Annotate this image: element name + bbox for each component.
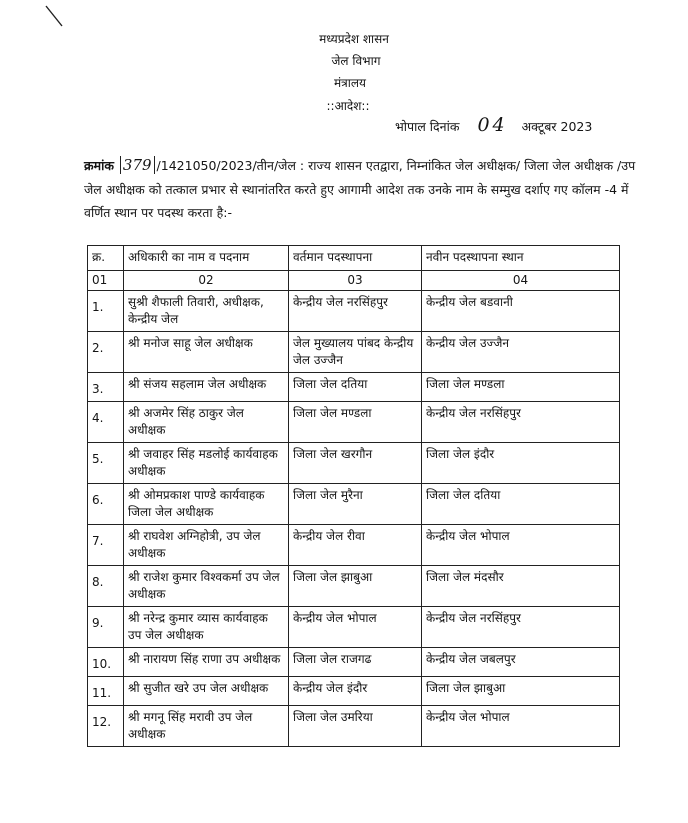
serial-cell: 2.	[88, 332, 124, 373]
new-posting-cell: जिला जेल मण्डला	[422, 373, 620, 402]
officer-cell: श्री सुजीत खरे उप जेल अधीक्षक	[124, 677, 289, 706]
current-posting-cell: जिला जेल खरगौन	[289, 443, 422, 484]
table-row	[88, 566, 620, 607]
table-header-row	[88, 246, 620, 271]
order-title: ::आदेश::	[326, 99, 370, 113]
new-posting-cell: केन्द्रीय जेल बडवानी	[422, 291, 620, 332]
column-number-row	[88, 271, 620, 291]
current-posting-cell: जिला जेल झाबुआ	[289, 566, 422, 607]
officer-cell: सुश्री शैफाली तिवारी, अधीक्षक, केन्द्रीय जेल	[124, 291, 289, 332]
serial-cell: 6.	[88, 484, 124, 525]
column-number: 04	[422, 271, 620, 291]
handwritten-order-number: 379	[120, 156, 155, 174]
new-posting-cell: केन्द्रीय जेल भोपाल	[422, 706, 620, 747]
table-row	[88, 677, 620, 706]
new-posting-cell: जिला जेल दतिया	[422, 484, 620, 525]
serial-cell: 11.	[88, 677, 124, 706]
column-number: 03	[289, 271, 422, 291]
header-officer: अधिकारी का नाम व पदनाम	[124, 246, 289, 271]
dateline	[395, 114, 592, 136]
officer-cell: श्री संजय सहलाम जेल अधीक्षक	[124, 373, 289, 402]
officer-cell: श्री अजमेर सिंह ठाकुर जेल अधीक्षक	[124, 402, 289, 443]
current-posting-cell: जिला जेल मुरैना	[289, 484, 422, 525]
header-serial: क्र.	[88, 246, 124, 271]
serial-cell: 9.	[88, 607, 124, 648]
order-text: राज्य शासन एतद्वारा, निम्नांकित जेल अधीक्षक/ जिला जेल अधीक्षक /उप जेल अधीक्षक को तत्काल प्रभार से स्थानांतरित करते हुए आगामी आदेश तक उनके नाम के सम्मुख दर्शाए गए कॉलम -4 में वर्णित स्थान पर पदस्थ करता है:-	[84, 158, 636, 220]
table-row	[88, 525, 620, 566]
officer-cell: श्री जवाहर सिंह मडलोई कार्यवाहक अधीक्षक	[124, 443, 289, 484]
serial-cell: 8.	[88, 566, 124, 607]
department-heading: जेल विभाग	[331, 54, 381, 68]
officer-cell: श्री नारायण सिंह राणा उप अधीक्षक	[124, 648, 289, 677]
column-number: 02	[124, 271, 289, 291]
serial-cell: 3.	[88, 373, 124, 402]
current-posting-cell: जेल मुख्यालय पांबद केन्द्रीय जेल उज्जैन	[289, 332, 422, 373]
current-posting-cell: जिला जेल उमरिया	[289, 706, 422, 747]
new-posting-cell: केन्द्रीय जेल नरसिंहपुर	[422, 607, 620, 648]
new-posting-cell: केन्द्रीय जेल उज्जैन	[422, 332, 620, 373]
table-row	[88, 607, 620, 648]
table-row	[88, 648, 620, 677]
dateline-month-year: अक्टूबर 2023	[521, 119, 593, 134]
serial-cell: 12.	[88, 706, 124, 747]
new-posting-cell: केन्द्रीय जेल भोपाल	[422, 525, 620, 566]
order-paragraph	[84, 154, 644, 225]
officer-cell: श्री मगनू सिंह मरावी उप जेल अधीक्षक	[124, 706, 289, 747]
dateline-prefix: भोपाल दिनांक	[395, 119, 460, 134]
current-posting-cell: केन्द्रीय जेल भोपाल	[289, 607, 422, 648]
current-posting-cell: जिला जेल दतिया	[289, 373, 422, 402]
column-number: 01	[88, 271, 124, 291]
table-row	[88, 402, 620, 443]
table-row	[88, 443, 620, 484]
serial-cell: 7.	[88, 525, 124, 566]
pen-stroke-mark	[44, 4, 68, 30]
header-current-posting: वर्तमान पदस्थापना	[289, 246, 422, 271]
serial-cell: 10.	[88, 648, 124, 677]
new-posting-cell: जिला जेल मंदसौर	[422, 566, 620, 607]
officer-cell: श्री राजेश कुमार विश्वकर्मा उप जेल अधीक्षक	[124, 566, 289, 607]
table-row	[88, 706, 620, 747]
table-row	[88, 291, 620, 332]
transfer-table	[87, 245, 620, 747]
officer-cell: श्री ओमप्रकाश पाण्डे कार्यवाहक जिला जेल अधीक्षक	[124, 484, 289, 525]
serial-cell: 5.	[88, 443, 124, 484]
serial-cell: 4.	[88, 402, 124, 443]
table-row	[88, 332, 620, 373]
header-new-posting: नवीन पदस्थापना स्थान	[422, 246, 620, 271]
new-posting-cell: केन्द्रीय जेल जबलपुर	[422, 648, 620, 677]
handwritten-day: 04	[477, 114, 508, 136]
current-posting-cell: केन्द्रीय जेल नरसिंहपुर	[289, 291, 422, 332]
current-posting-cell: जिला जेल मण्डला	[289, 402, 422, 443]
order-number-label: क्रमांक	[84, 158, 114, 173]
new-posting-cell: केन्द्रीय जेल नरसिंहपुर	[422, 402, 620, 443]
officer-cell: श्री राघवेश अग्निहोत्री, उप जेल अधीक्षक	[124, 525, 289, 566]
table-row	[88, 484, 620, 525]
office-heading: मंत्रालय	[333, 76, 366, 90]
new-posting-cell: जिला जेल झाबुआ	[422, 677, 620, 706]
officer-cell: श्री मनोज साहू जेल अधीक्षक	[124, 332, 289, 373]
new-posting-cell: जिला जेल इंदौर	[422, 443, 620, 484]
order-reference: /1421050/2023/तीन/जेल :	[156, 158, 305, 173]
current-posting-cell: केन्द्रीय जेल रीवा	[289, 525, 422, 566]
current-posting-cell: केन्द्रीय जेल इंदौर	[289, 677, 422, 706]
government-heading: मध्यप्रदेश शासन	[319, 32, 389, 46]
current-posting-cell: जिला जेल राजगढ	[289, 648, 422, 677]
serial-cell: 1.	[88, 291, 124, 332]
officer-cell: श्री नरेन्द्र कुमार व्यास कार्यवाहक उप जेल अधीक्षक	[124, 607, 289, 648]
table-row	[88, 373, 620, 402]
